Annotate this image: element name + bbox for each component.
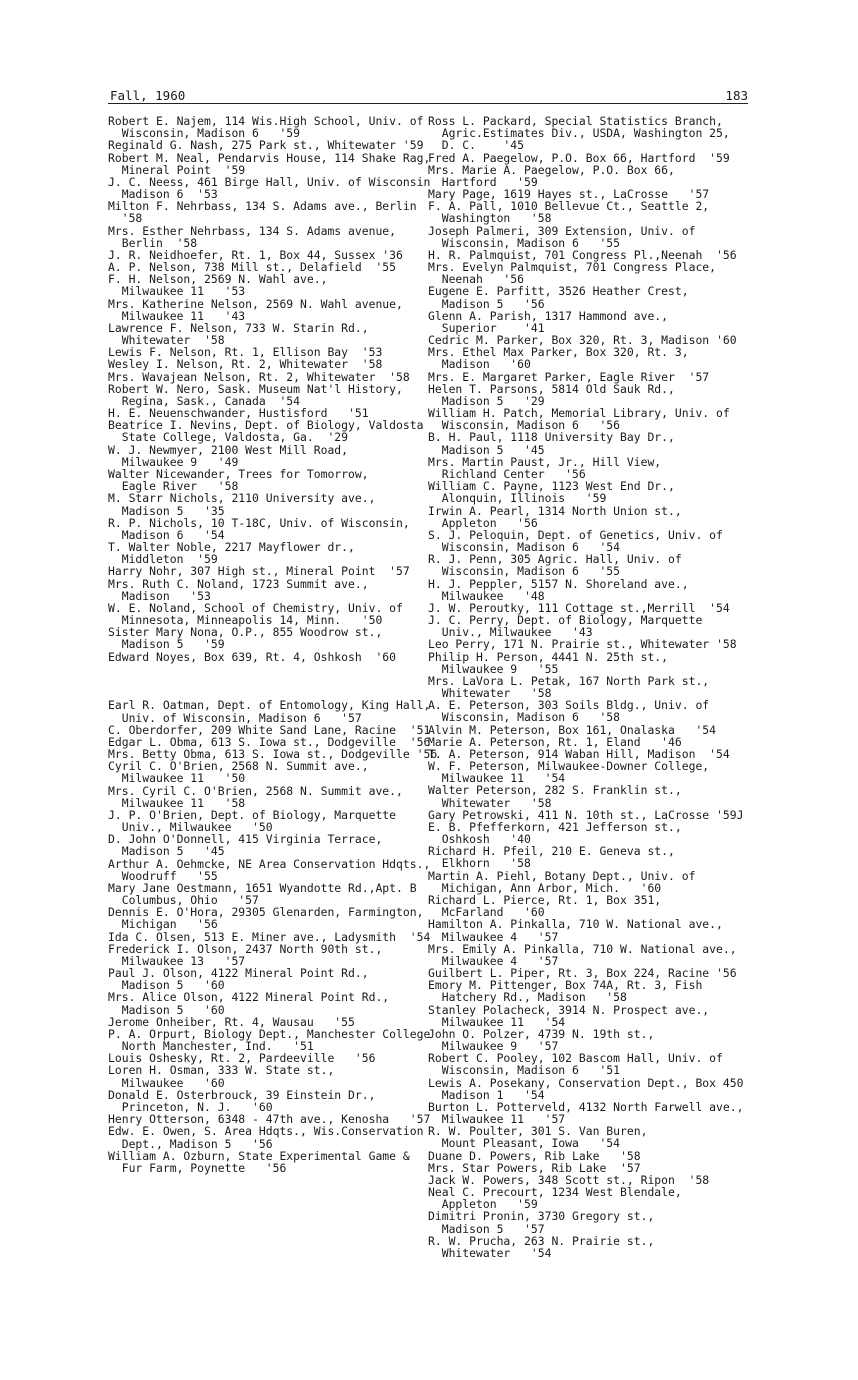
directory-entry-line: Dennis E. O'Hora, 29305 Glenarden, Farmington,	[108, 905, 424, 920]
directory-entry-line: W. E. Noland, School of Chemistry, Univ. of	[108, 600, 403, 615]
directory-entry-line: Madison 5 '35	[108, 503, 225, 518]
directory-entry-line: Regina, Sask., Canada '54	[108, 393, 301, 408]
directory-entry-line: Milwaukee 11 '43	[108, 308, 246, 323]
directory-entry-line: Madison 5 '45	[108, 844, 225, 859]
directory-entry-line: Whitewater '54	[428, 1245, 552, 1260]
directory-entry-line: Mount Pleasant, Iowa '54	[428, 1136, 621, 1151]
directory-entry-line: Washington '58	[428, 211, 552, 226]
directory-entry-line: F. H. Nelson, 2569 N. Wahl ave.,	[108, 272, 328, 287]
directory-entry-line: Wisconsin, Madison 6 '59	[108, 126, 301, 141]
directory-entry-line: Mrs. Marie A. Paegelow, P.O. Box 66,	[428, 162, 675, 177]
page-header	[108, 88, 748, 104]
directory-entry-line: Mary Page, 1619 Hayes st., LaCrosse '57	[428, 187, 710, 202]
directory-entry-line: Milton F. Nehrbass, 134 S. Adams ave., Berlin	[108, 199, 417, 214]
directory-entry-line: R. J. Penn, 305 Agric. Hall, Univ. of	[428, 552, 682, 567]
directory-entry-line: Whitewater '58	[108, 333, 225, 348]
directory-entry-line: Univ., Milwaukee '43	[428, 625, 593, 640]
directory-entry-line: R. P. Nichols, 10 T-18C, Univ. of Wisconsin,	[108, 515, 410, 530]
directory-entry-line: Edward Noyes, Box 639, Rt. 4, Oshkosh '60	[108, 649, 397, 664]
directory-entry-line: J. C. Neess, 461 Birge Hall, Univ. of Wisconsin	[108, 174, 431, 189]
directory-entry-line: Oshkosh '40	[428, 832, 531, 847]
directory-entry-line: Milwaukee '48	[428, 588, 545, 603]
directory-entry-line: McFarland '60	[428, 905, 545, 920]
directory-entry-line: Milwaukee 11 '58	[108, 795, 246, 810]
directory-entry-line: Elkhorn '58	[428, 856, 531, 871]
directory-entry-line: J. W. Peroutky, 111 Cottage st.,Merrill '54	[428, 600, 730, 615]
directory-entry-line: Martin A. Piehl, Botany Dept., Univ. of	[428, 868, 696, 883]
directory-entry-line: H. J. Peppler, 5157 N. Shoreland ave.,	[428, 576, 689, 591]
directory-entry-line: Fred A. Paegelow, P.O. Box 66, Hartford '59	[428, 150, 730, 165]
directory-entry-line: Mrs. Ruth C. Noland, 1723 Summit ave.,	[108, 576, 369, 591]
directory-entry-line: Milwaukee 9 '49	[108, 454, 239, 469]
directory-entry-line: Alvin M. Peterson, Box 161, Onalaska '54	[428, 722, 717, 737]
directory-entry-line: Milwaukee 4 '57	[428, 953, 559, 968]
directory-entry-line: Leo Perry, 171 N. Prairie st., Whitewater '58	[428, 637, 737, 652]
directory-entry-line: Philip H. Person, 4441 N. 25th st.,	[428, 649, 669, 664]
directory-entry-line: Woodruff '55	[108, 868, 218, 883]
page-number: 183	[725, 88, 748, 103]
directory-entry-line: Henry Otterson, 6348 - 47th ave., Kenosha '57	[108, 1112, 431, 1127]
directory-entry-line: Marie A. Peterson, Rt. 1, Eland '46	[428, 734, 682, 749]
directory-entry-line: Mrs. Alice Olson, 4122 Mineral Point Rd.,	[108, 990, 390, 1005]
directory-entry-line: R. W. Poulter, 301 S. Van Buren,	[428, 1124, 648, 1139]
directory-entry-line: H. R. Palmquist, 701 Congress Pl.,Neenah '56	[428, 247, 737, 262]
directory-entry-line: Madison 5 '59	[108, 637, 225, 652]
directory-entry-line: Dimitri Pronin, 3730 Gregory st.,	[428, 1209, 655, 1224]
directory-entry-line: Wisconsin, Madison 6 '55	[428, 235, 621, 250]
directory-entry-line: Madison 5 '29	[428, 393, 545, 408]
directory-entry-line: Columbus, Ohio '57	[108, 893, 259, 908]
directory-entry-line: Madison 1 '54	[428, 1087, 545, 1102]
directory-entry-line: P. A. Orpurt, Biology Dept., Manchester College	[108, 1026, 431, 1041]
directory-entry-line: Milwaukee 11 '54	[428, 1014, 566, 1029]
directory-entry-line: B. H. Paul, 1118 University Bay Dr.,	[428, 430, 675, 445]
directory-entry-line: D. John O'Donnell, 415 Virginia Terrace,	[108, 832, 383, 847]
directory-entry-line: North Manchester, Ind. '51	[108, 1039, 314, 1054]
directory-entry-line: Madison 5 '45	[428, 442, 545, 457]
directory-entry-line: Eugene E. Parfitt, 3526 Heather Crest,	[428, 284, 689, 299]
directory-entry-line: Milwaukee 9 '55	[428, 661, 559, 676]
directory-entry-line: Louis Oshesky, Rt. 2, Pardeeville '56	[108, 1051, 376, 1066]
directory-entry-line: Walter Peterson, 282 S. Franklin st.,	[428, 783, 682, 798]
directory-entry-line: Frederick I. Olson, 2437 North 90th st.,	[108, 941, 383, 956]
directory-entry-line: Milwaukee 4 '57	[428, 929, 559, 944]
directory-entry-line: Mrs. Wavajean Nelson, Rt. 2, Whitewater '58	[108, 369, 410, 384]
directory-entry-line: Richard L. Pierce, Rt. 1, Box 351,	[428, 893, 662, 907]
directory-entry-line: Glenn A. Parish, 1317 Hammond ave.,	[428, 308, 669, 323]
directory-entry-line: Appleton '56	[428, 515, 538, 530]
directory-entry-line: Whitewater '58	[428, 686, 552, 701]
directory-entry-line: Madison 6 '54	[108, 527, 225, 542]
directory-entry-line: Agric.Estimates Div., USDA, Washington 25,	[428, 126, 730, 141]
directory-entry-line: Ross L. Packard, Special Statistics Branch,	[428, 114, 723, 128]
directory-entry-line: Milwaukee 13 '57	[108, 953, 246, 968]
directory-entry-line: Earl R. Oatman, Dept. of Entomology, King Hall,	[108, 698, 431, 713]
directory-entry-line: Minnesota, Minneapolis 14, Minn. '50	[108, 613, 383, 628]
left-column	[108, 114, 438, 1175]
directory-entry-line: Edw. E. Owen, S. Area Hdqts., Wis.Conservation	[108, 1124, 424, 1139]
directory-entry-line: Appleton '59	[428, 1197, 538, 1212]
directory-entry-line: Robert M. Neal, Pendarvis House, 114 Shake Rag,	[108, 150, 431, 165]
directory-entry-line: Michigan '56	[108, 917, 218, 932]
directory-entry-line: Berlin '58	[108, 235, 198, 250]
issue-date: Fall, 1960	[110, 88, 186, 103]
directory-entry-line: Mary Jane Oestmann, 1651 Wyandotte Rd.,Apt. B	[108, 880, 417, 895]
directory-entry-line: Cedric M. Parker, Box 320, Rt. 3, Madison '60	[428, 333, 737, 348]
directory-entry-line: Superior '41	[428, 320, 545, 335]
directory-entry-line: Middleton '59	[108, 552, 218, 567]
directory-entry-line: R. W. Prucha, 263 N. Prairie st.,	[428, 1233, 655, 1248]
directory-entry-line: Hamilton A. Pinkalla, 710 W. National ave.,	[428, 917, 723, 932]
directory-entry-line: Univ. of Wisconsin, Madison 6 '57	[108, 710, 362, 725]
directory-entry-line: Mrs. Esther Nehrbass, 134 S. Adams avenue,	[108, 223, 397, 238]
directory-entry-line: Princeton, N. J. '60	[108, 1100, 273, 1114]
directory-entry-line: J. R. Neidhoefer, Rt. 1, Box 44, Sussex '36	[108, 247, 403, 262]
directory-entry-line: Edgar L. Obma, 613 S. Iowa st., Dodgeville '56	[108, 734, 431, 749]
directory-entry-line: Mrs. LaVora L. Petak, 167 North Park st.,	[428, 673, 710, 688]
directory-entry-line: Richard H. Pfeil, 210 E. Geneva st.,	[428, 844, 675, 859]
directory-entry-line: Beatrice I. Nevins, Dept. of Biology, Valdosta	[108, 418, 424, 433]
directory-entry-line: Neal C. Precourt, 1234 West Blendale,	[428, 1185, 682, 1200]
directory-entry-line: Cyril C. O'Brien, 2568 N. Summit ave.,	[108, 759, 369, 774]
directory-entry-line: W. J. Newmyer, 2100 West Mill Road,	[108, 442, 349, 457]
directory-entry-line: S. J. Peloquin, Dept. of Genetics, Univ. of	[428, 527, 723, 542]
directory-entry-line: Mrs. Cyril C. O'Brien, 2568 N. Summit ave.,	[108, 783, 403, 798]
directory-entry-line: William C. Payne, 1123 West End Dr.,	[428, 479, 675, 494]
directory-entry-line: Wisconsin, Madison 6 '55	[428, 564, 621, 579]
directory-entry-line: Madison 5 '60	[108, 978, 225, 993]
directory-entry-line: Paul J. Olson, 4122 Mineral Point Rd.,	[108, 966, 369, 981]
directory-entry-line: Milwaukee 11 '53	[108, 284, 246, 299]
directory-entry-line: Madison 6 '53	[108, 187, 218, 202]
directory-entry-line: Wisconsin, Madison 6 '54	[428, 540, 621, 555]
directory-entry-line: Hatchery Rd., Madison '58	[428, 990, 627, 1005]
directory-entry-line: Mrs. Martin Paust, Jr., Hill View,	[428, 454, 662, 469]
directory-entry-line: J. P. O'Brien, Dept. of Biology, Marquette	[108, 807, 397, 822]
directory-entry-line: Fur Farm, Poynette '56	[108, 1160, 287, 1175]
directory-entry-line: A. E. Peterson, 303 Soils Bldg., Univ. of	[428, 698, 710, 713]
directory-entry-line: Univ., Milwaukee '50	[108, 820, 273, 835]
directory-entry-line: Guilbert L. Piper, Rt. 3, Box 224, Racine '56	[428, 966, 737, 981]
directory-entry-line: J. C. Perry, Dept. of Biology, Marquette	[428, 613, 703, 628]
directory-entry-line: State College, Valdosta, Ga. '29	[108, 430, 349, 445]
directory-entry-line: Duane D. Powers, Rib Lake '58	[428, 1148, 641, 1163]
directory-entry-line: A. P. Nelson, 738 Mill st., Delafield '55	[108, 260, 397, 275]
directory-entry-line: T. Walter Noble, 2217 Mayflower dr.,	[108, 540, 355, 555]
directory-entry-line: Lewis F. Nelson, Rt. 1, Ellison Bay '53	[108, 345, 383, 360]
directory-entry-line: Wisconsin, Madison 6 '58	[428, 710, 621, 725]
directory-entry-line: Milwaukee '60	[108, 1075, 225, 1090]
directory-entry-line: C. Oberdorfer, 209 White Sand Lane, Racine '51	[108, 722, 431, 737]
directory-entry-line: John O. Polzer, 4739 N. 19th st.,	[428, 1026, 655, 1041]
directory-entry-line: Madison 5 '57	[428, 1221, 545, 1236]
directory-entry-line: Irwin A. Pearl, 1314 North Union st.,	[428, 503, 682, 518]
directory-entry-line: Mrs. Star Powers, Rib Lake '57	[428, 1160, 641, 1175]
directory-entry-line: Eagle River '58	[108, 479, 239, 494]
directory-entry-line: Stanley Polacheck, 3914 N. Prospect ave.,	[428, 1002, 710, 1017]
directory-entry-line: Sister Mary Nona, O.P., 855 Woodrow st.,	[108, 625, 383, 640]
directory-entry-line: W. F. Peterson, Milwaukee-Downer College,	[428, 759, 710, 774]
directory-entry-line: M. Starr Nichols, 2110 University ave.,	[108, 491, 376, 506]
directory-entry-line: Wisconsin, Madison 6 '56	[428, 418, 621, 433]
directory-entry-line: Robert W. Nero, Sask. Museum Nat'l History,	[108, 381, 403, 396]
directory-entry-line: Milwaukee 11 '50	[108, 771, 246, 786]
directory-entry-line: Neenah '56	[428, 272, 525, 287]
directory-entry-line: Arthur A. Oehmcke, NE Area Conservation Hdqts.,	[108, 856, 431, 871]
directory-entry-line: Milwaukee 11 '57	[428, 1112, 566, 1127]
directory-entry-line: Helen T. Parsons, 5814 Old Sauk Rd.,	[428, 381, 675, 396]
directory-entry-line: Robert C. Pooley, 102 Bascom Hall, Univ. of	[428, 1051, 723, 1066]
directory-entry-line: Richland Center '56	[428, 466, 586, 481]
directory-entry-line: Wisconsin, Madison 6 '51	[428, 1063, 621, 1078]
directory-entry-line: Jerome Onheiber, Rt. 4, Wausau '55	[108, 1014, 355, 1029]
right-column	[428, 115, 758, 1259]
directory-entry-line: Walter Nicewander, Trees for Tomorrow,	[108, 466, 369, 481]
directory-entry-line: T. A. Peterson, 914 Waban Hill, Madison '54	[428, 746, 730, 761]
directory-entry-line: Milwaukee 9 '57	[428, 1039, 559, 1054]
directory-entry-line: Milwaukee 11 '54	[428, 771, 566, 786]
directory-entry-line: Whitewater '58	[428, 795, 552, 810]
directory-entry-line: H. E. Neuenschwander, Hustisford '51	[108, 406, 369, 421]
directory-entry-line: Alonquin, Illinois '59	[428, 491, 607, 506]
directory-entry-line: Lawrence F. Nelson, 733 W. Starin Rd.,	[108, 320, 369, 335]
directory-entry-line: Madison 5 '56	[428, 296, 545, 311]
directory-entry-line: Loren H. Osman, 333 W. State st.,	[108, 1063, 335, 1078]
directory-entry-line: Burton L. Potterveld, 4132 North Farwell ave.,	[428, 1099, 744, 1114]
directory-entry-line: Mineral Point '59	[108, 162, 246, 177]
directory-entry-line: Mrs. E. Margaret Parker, Eagle River '57	[428, 369, 710, 384]
directory-entry-line: Mrs. Evelyn Palmquist, 701 Congress Place,	[428, 260, 717, 275]
directory-entry-line: Joseph Palmeri, 309 Extension, Univ. of	[428, 223, 696, 238]
directory-entry-line: Madison '60	[428, 357, 531, 372]
directory-entry-line: Lewis A. Posekany, Conservation Dept., Box 450	[428, 1075, 744, 1090]
directory-entry-line: Wesley I. Nelson, Rt. 2, Whitewater '58	[108, 357, 383, 372]
directory-entry-line: Mrs. Ethel Max Parker, Box 320, Rt. 3,	[428, 345, 689, 360]
directory-entry-line: Mrs. Emily A. Pinkalla, 710 W. National ave.,	[428, 941, 737, 956]
directory-entry-line: Gary Petrowski, 411 N. 10th st., LaCrosse '59J	[428, 807, 744, 822]
directory-entry-line: '58	[108, 211, 143, 226]
directory-entry-line: Madison 5 '60	[108, 1002, 225, 1017]
directory-entry-line: Emory M. Pittenger, Box 74A, Rt. 3, Fish	[428, 978, 703, 993]
directory-entry-line: Donald E. Osterbrouck, 39 Einstein Dr.,	[108, 1087, 376, 1102]
directory-entry-line: Madison '53	[108, 588, 211, 603]
directory-entry-line: Mrs. Katherine Nelson, 2569 N. Wahl avenue,	[108, 296, 403, 311]
directory-entry-line: Harry Nohr, 307 High st., Mineral Point '57	[108, 564, 410, 579]
directory-entry-line: Dept., Madison 5 '56	[108, 1136, 273, 1151]
directory-entry-line: Jack W. Powers, 348 Scott st., Ripon '58	[428, 1172, 710, 1187]
directory-entry-line: E. B. Pfefferkorn, 421 Jefferson st.,	[428, 819, 682, 834]
header-rule	[108, 103, 748, 104]
directory-entry-line: Hartford '59	[428, 174, 538, 189]
directory-entry-line: Ida C. Olsen, 513 E. Miner ave., Ladysmith '54	[108, 929, 431, 944]
directory-entry-line: Robert E. Najem, 114 Wis.High School, Univ. of	[108, 114, 424, 128]
directory-entry-line: D. C. '45	[428, 138, 525, 153]
section-gap	[108, 663, 414, 700]
directory-entry-line: William A. Ozburn, State Experimental Game &	[108, 1148, 410, 1163]
directory-entry-line: Reginald G. Nash, 275 Park st., Whitewater '59	[108, 138, 424, 153]
directory-entry-line: Mrs. Betty Obma, 613 S. Iowa st., Dodgeville '56	[108, 747, 438, 762]
directory-entry-line: F. A. Pall, 1010 Bellevue Ct., Seattle 2,	[428, 199, 710, 214]
directory-entry-line: William H. Patch, Memorial Library, Univ. of	[428, 406, 730, 421]
directory-entry-line: Michigan, Ann Arbor, Mich. '60	[428, 880, 662, 895]
